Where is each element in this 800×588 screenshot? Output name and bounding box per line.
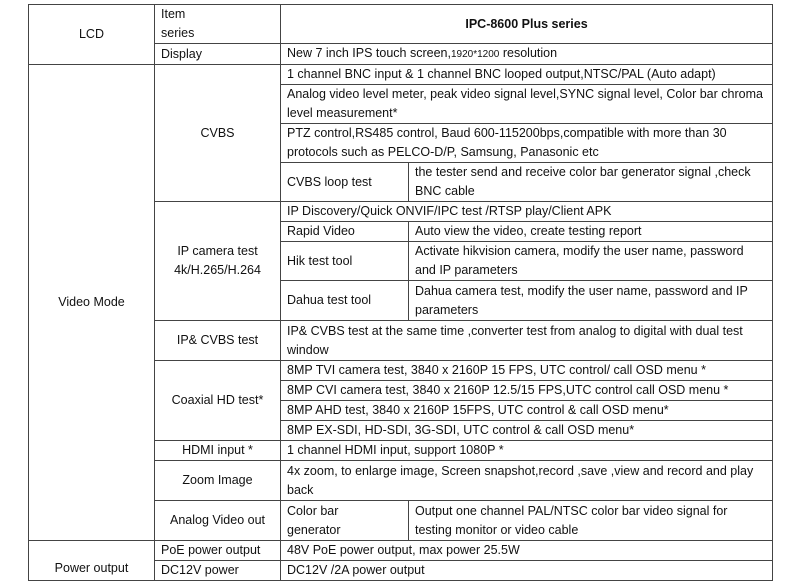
- coaxial-label: Coaxial HD test*: [155, 361, 281, 441]
- ip-cvbs-text: IP& CVBS test at the same time ,converter test from analog to digital with dual test window: [281, 321, 773, 361]
- cvbs-row-1: 1 channel BNC input & 1 channel BNC looped output,NTSC/PAL (Auto adapt): [281, 65, 773, 85]
- cvbs-row-3: PTZ control,RS485 control, Baud 600-115200bps,compatible with more than 30 protocols such as PELCO-D/P, Samsung, Panasonic etc: [281, 124, 773, 163]
- display-label: Display: [155, 44, 281, 65]
- cvbs-row-2: Analog video level meter, peak video signal level,SYNC signal level, Color bar chroma level measurement*: [281, 85, 773, 124]
- coax-row: 8MP TVI camera test, 3840 x 2160P 15 FPS, UTC control/ call OSD menu *: [281, 361, 773, 381]
- poe-text: 48V PoE power output, max power 25.5W: [281, 541, 773, 561]
- rapid-video-text: Auto view the video, create testing report: [409, 222, 773, 242]
- analog-out-text: Output one channel PAL/NTSC color bar video signal for testing monitor or video cable: [409, 501, 773, 541]
- power-output-label: Power output: [29, 541, 155, 581]
- item-series-label: Item series: [155, 5, 281, 44]
- cvbs-loop-label: CVBS loop test: [281, 163, 409, 202]
- table-row: [29, 5, 773, 44]
- dc12v-label: DC12V power: [155, 561, 281, 581]
- hik-tool-label: Hik test tool: [281, 242, 409, 281]
- coax-row: 8MP CVI camera test, 3840 x 2160P 12.5/15 FPS,UTC control call OSD menu *: [281, 381, 773, 401]
- color-bar-label: Color bar generator: [281, 501, 409, 541]
- cvbs-label: CVBS: [155, 65, 281, 202]
- lcd-label: LCD: [29, 5, 155, 65]
- table-row: [29, 65, 773, 85]
- analog-out-label: Analog Video out: [155, 501, 281, 541]
- ip-row-1: IP Discovery/Quick ONVIF/IPC test /RTSP play/Client APK: [281, 202, 773, 222]
- dahua-tool-label: Dahua test tool: [281, 281, 409, 321]
- display-value: New 7 inch IPS touch screen,1920*1200 resolution: [281, 44, 773, 65]
- coax-row: 8MP EX-SDI, HD-SDI, 3G-SDI, UTC control & call OSD menu*: [281, 421, 773, 441]
- zoom-label: Zoom Image: [155, 461, 281, 501]
- zoom-text: 4x zoom, to enlarge image, Screen snapshot,record ,save ,view and record and play back: [281, 461, 773, 501]
- poe-label: PoE power output: [155, 541, 281, 561]
- series-title: IPC-8600 Plus series: [281, 5, 773, 44]
- hik-tool-text: Activate hikvision camera, modify the user name, password and IP parameters: [409, 242, 773, 281]
- ip-cvbs-label: IP& CVBS test: [155, 321, 281, 361]
- hdmi-text: 1 channel HDMI input, support 1080P *: [281, 441, 773, 461]
- cvbs-loop-text: the tester send and receive color bar generator signal ,check BNC cable: [409, 163, 773, 202]
- dahua-tool-text: Dahua camera test, modify the user name, password and IP parameters: [409, 281, 773, 321]
- dc12v-text: DC12V /2A power output: [281, 561, 773, 581]
- table-row: [29, 541, 773, 561]
- video-mode-label: Video Mode: [29, 65, 155, 541]
- coax-row: 8MP AHD test, 3840 x 2160P 15FPS, UTC control & call OSD menu*: [281, 401, 773, 421]
- spec-table: [28, 4, 773, 581]
- rapid-video-label: Rapid Video: [281, 222, 409, 242]
- ip-camera-label: IP camera test 4k/H.265/H.264: [155, 202, 281, 321]
- hdmi-label: HDMI input *: [155, 441, 281, 461]
